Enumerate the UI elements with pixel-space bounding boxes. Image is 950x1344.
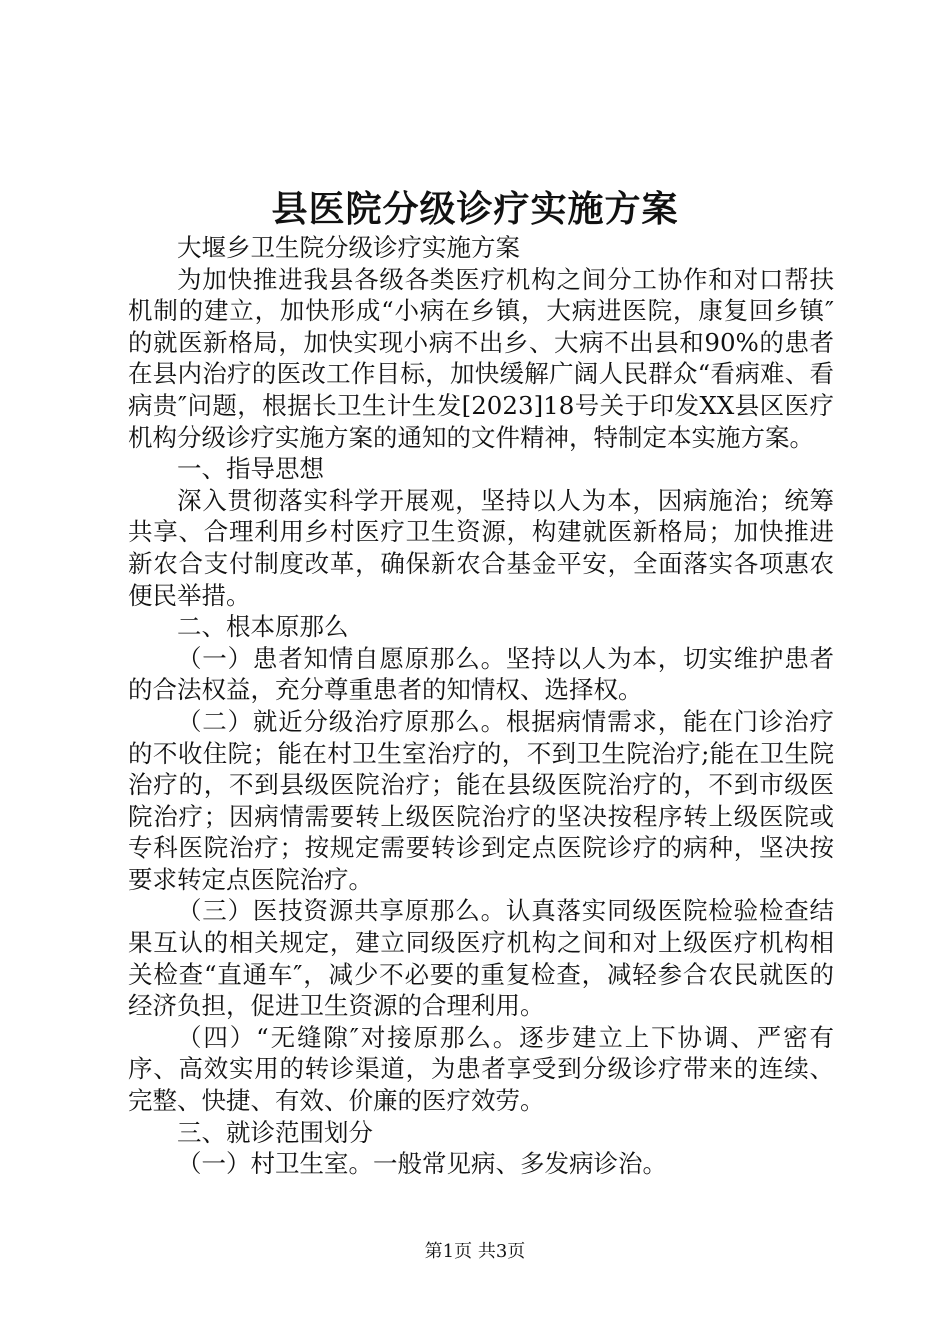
document-body [128,232,834,1180]
paragraph-principle-3: （三）医技资源共享原那么。认真落实同级医院检验检查结果互认的相关规定，建立同级医疗机构之间和对上级医疗机构相关检查“直通车″，减少不必要的重复检查，减轻参合农民就医的经济负担，促进卫生资源的合理利用。 [128,896,834,1021]
section-heading-2: 二、根本原那么 [177,612,349,642]
paragraph-guiding-thought: 深入贯彻落实科学开展观，坚持以人为本，因病施治；统筹共享、合理利用乡村医疗卫生资源，构建就医新格局；加快推进新农合支付制度改革，确保新农合基金平安，全面落实各项惠农便民举措。 [128,485,834,610]
section-heading-1: 一、指导思想 [177,454,324,484]
page-number-footer: 第1页 共3页 [424,1241,526,1262]
paragraph-principle-4: （四）“无缝隙″对接原那么。逐步建立上下协调、严密有序、高效实用的转诊渠道，为患者享受到分级诊疗带来的连续、完整、快捷、有效、价廉的医疗效劳。 [128,1022,834,1116]
paragraph-principle-2: （二）就近分级治疗原那么。根据病情需求，能在门诊治疗的不收住院；能在村卫生室治疗的，不到卫生院治疗;能在卫生院治疗的，不到县级医院治疗；能在县级医院治疗的，不到市级医院治疗；因病情需要转上级医院治疗的坚决按程序转上级医院或专科医院治疗；按规定需要转诊到定点医院诊疗的病种，坚决按要求转定点医院治疗。 [128,706,834,894]
paragraph-principle-1: （一）患者知情自愿原那么。坚持以人为本，切实维护患者的合法权益，充分尊重患者的知情权、选择权。 [128,643,834,705]
document-title: 县医院分级诊疗实施方案 [271,188,679,230]
paragraph-intro: 为加快推进我县各级各类医疗机构之间分工协作和对口帮扶机制的建立，加快形成“小病在乡镇，大病进医院，康复回乡镇″的就医新格局，加快实现小病不出乡、大病不出县和90%的患者在县内治疗的医改工作目标，加快缓解广阔人民群众“看病难、看病贵″问题，根据长卫生计生发[2023]18号关于印发XX县区医疗机构分级诊疗实施方案的通知的文件精神，特制定本实施方案。 [128,264,834,452]
paragraph-scope-1: （一）村卫生室。一般常见病、多发病诊治。 [177,1149,667,1179]
section-heading-3: 三、就诊范围划分 [177,1117,373,1147]
paragraph-subtitle: 大堰乡卫生院分级诊疗实施方案 [177,233,520,262]
